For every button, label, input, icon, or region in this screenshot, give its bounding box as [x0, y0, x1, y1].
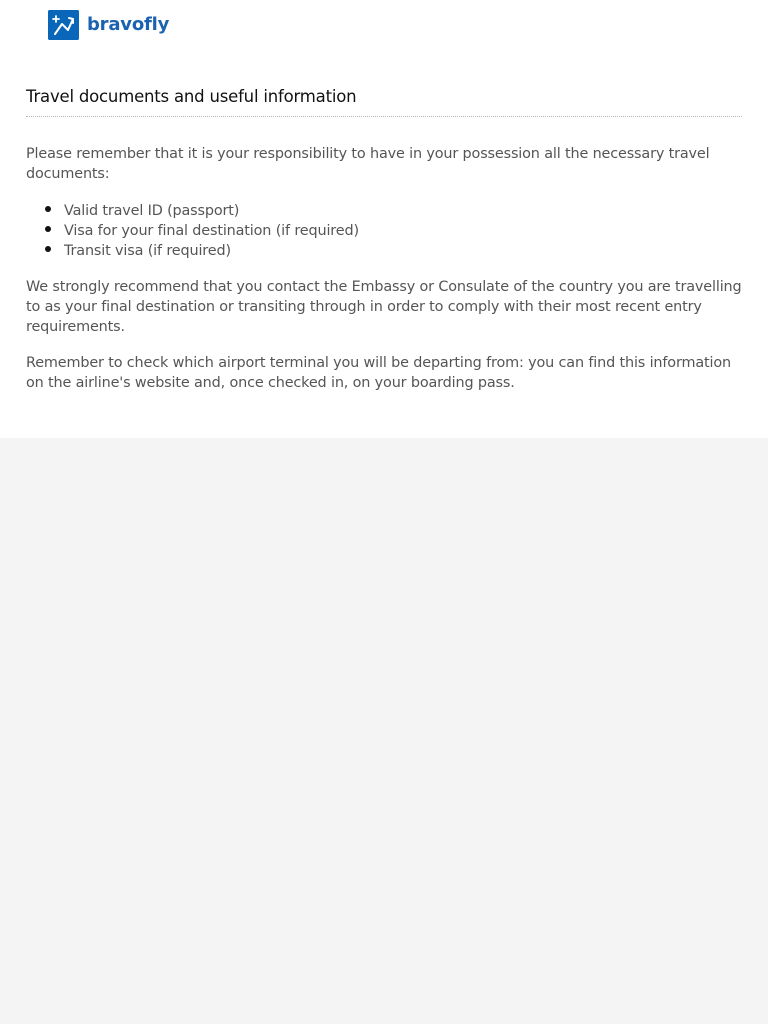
page-title: Travel documents and useful information [26, 87, 357, 106]
list-item [64, 201, 742, 221]
bullet-icon [45, 226, 51, 232]
terminal-paragraph: Remember to check which airport terminal you will be departing from: you can find this information on the airline's website and, once checked in, on your boarding pass. [26, 355, 731, 391]
required-documents-list [26, 201, 742, 261]
bravofly-logo[interactable] [48, 10, 169, 40]
bravofly-logo-icon [48, 10, 79, 40]
info-card [0, 0, 768, 438]
embassy-paragraph: We strongly recommend that you contact the Embassy or Consulate of the country you are travelling to as your final destination or transiting through in order to comply with their most recent entry requirements. [26, 279, 742, 335]
bullet-icon [45, 206, 51, 212]
list-item [64, 221, 742, 241]
document-content [26, 144, 742, 393]
list-item-text: Valid travel ID (passport) [64, 203, 240, 219]
bullet-icon [45, 246, 51, 252]
list-item-text: Transit visa (if required) [64, 243, 231, 259]
list-item-text: Visa for your final destination (if required) [64, 223, 359, 239]
brand-name: bravofly [87, 14, 170, 35]
list-item [64, 241, 742, 261]
intro-paragraph: Please remember that it is your responsibility to have in your possession all the necessary travel documents: [26, 146, 710, 182]
title-divider [26, 116, 742, 117]
